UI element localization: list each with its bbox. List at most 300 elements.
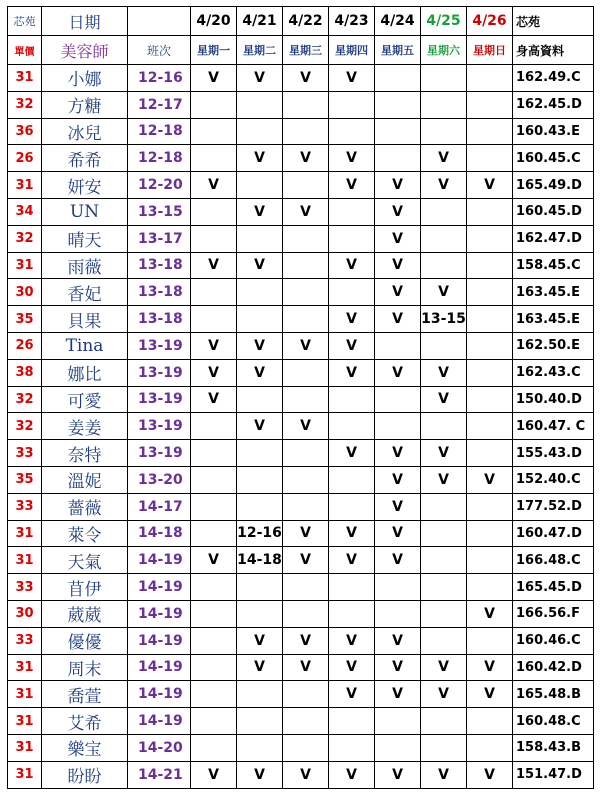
shift-cell: 13-19 (128, 413, 191, 440)
availability-cell: V (421, 440, 467, 467)
availability-cell (283, 386, 329, 413)
shift-cell: 13-20 (128, 466, 191, 493)
table-row (8, 627, 594, 654)
beautician-name: 雨薇 (42, 252, 128, 279)
availability-cell: V (375, 252, 421, 279)
availability-cell (467, 440, 513, 467)
availability-cell (467, 252, 513, 279)
table-row (8, 306, 594, 333)
beautician-name: 艾希 (42, 708, 128, 735)
price-cell: 32 (8, 413, 42, 440)
shift-cell: 12-18 (128, 118, 191, 145)
availability-cell (191, 654, 237, 681)
availability-cell (329, 574, 375, 601)
date-header-sunday: 4/26 (467, 7, 513, 36)
availability-cell (421, 91, 467, 118)
availability-cell: V (283, 520, 329, 547)
date-header: 4/21 (237, 7, 283, 36)
shift-cell: 13-19 (128, 332, 191, 359)
availability-cell (237, 118, 283, 145)
availability-cell: 12-16 (237, 520, 283, 547)
availability-cell: V (237, 332, 283, 359)
availability-cell: V (421, 761, 467, 788)
availability-cell (191, 520, 237, 547)
availability-cell: 14-18 (237, 547, 283, 574)
availability-cell (421, 547, 467, 574)
availability-cell: V (421, 145, 467, 172)
availability-cell (375, 91, 421, 118)
schedule-sheet (7, 6, 593, 789)
availability-cell (237, 440, 283, 467)
shift-cell: 13-17 (128, 225, 191, 252)
price-cell: 33 (8, 440, 42, 467)
availability-cell (191, 118, 237, 145)
table-row (8, 413, 594, 440)
availability-cell: V (237, 359, 283, 386)
availability-cell (191, 627, 237, 654)
availability-cell (191, 279, 237, 306)
profile-cell: 160.47. C (513, 413, 594, 440)
profile-cell: 152.40.C (513, 466, 594, 493)
price-cell: 34 (8, 198, 42, 225)
availability-cell: V (329, 65, 375, 92)
beautician-name: 樂宝 (42, 734, 128, 761)
availability-cell: V (467, 466, 513, 493)
availability-cell (467, 708, 513, 735)
availability-cell: V (375, 547, 421, 574)
availability-cell (375, 332, 421, 359)
availability-cell (421, 493, 467, 520)
availability-cell: V (329, 547, 375, 574)
beautician-name: 希希 (42, 145, 128, 172)
availability-cell: 13-15 (421, 306, 467, 333)
date-header: 4/24 (375, 7, 421, 36)
profile-label: 身高資料 (513, 36, 594, 65)
weekday-header-sunday: 星期日 (467, 36, 513, 65)
profile-cell: 160.48.C (513, 708, 594, 735)
price-cell: 31 (8, 172, 42, 199)
availability-cell: V (283, 761, 329, 788)
table-row (8, 708, 594, 735)
availability-cell: V (329, 761, 375, 788)
availability-cell: V (375, 359, 421, 386)
beautician-name: 妍安 (42, 172, 128, 199)
table-row (8, 493, 594, 520)
price-cell: 31 (8, 654, 42, 681)
brand-label: 芯苑 (8, 7, 42, 36)
availability-cell: V (329, 172, 375, 199)
beautician-name: 萊令 (42, 520, 128, 547)
availability-cell: V (329, 627, 375, 654)
beautician-name: UN (42, 198, 128, 225)
availability-cell (375, 145, 421, 172)
availability-cell (329, 386, 375, 413)
availability-cell: V (375, 627, 421, 654)
shift-cell: 14-17 (128, 493, 191, 520)
profile-cell: 166.48.C (513, 547, 594, 574)
availability-cell: V (375, 466, 421, 493)
price-cell: 32 (8, 386, 42, 413)
profile-cell: 158.45.C (513, 252, 594, 279)
beautician-name: 葳葳 (42, 600, 128, 627)
availability-cell: V (237, 413, 283, 440)
profile-cell: 162.49.C (513, 65, 594, 92)
availability-cell (191, 734, 237, 761)
date-header-saturday: 4/25 (421, 7, 467, 36)
availability-cell (375, 413, 421, 440)
profile-cell: 166.56.F (513, 600, 594, 627)
availability-cell (283, 574, 329, 601)
price-cell: 31 (8, 708, 42, 735)
availability-cell (467, 306, 513, 333)
profile-cell: 160.43.E (513, 118, 594, 145)
beautician-name: Tina (42, 332, 128, 359)
date-label: 日期 (42, 7, 128, 36)
table-row (8, 198, 594, 225)
availability-cell (283, 493, 329, 520)
availability-cell (237, 600, 283, 627)
table-row (8, 172, 594, 199)
availability-cell: V (237, 145, 283, 172)
availability-cell: V (237, 198, 283, 225)
availability-cell (421, 574, 467, 601)
table-row (8, 761, 594, 788)
availability-cell (467, 332, 513, 359)
schedule-table (7, 6, 594, 789)
header-row-dates (8, 7, 594, 36)
availability-cell: V (467, 681, 513, 708)
availability-cell: V (191, 547, 237, 574)
price-label: 單價 (8, 36, 42, 65)
price-cell: 31 (8, 734, 42, 761)
availability-cell: V (421, 172, 467, 199)
price-cell: 31 (8, 681, 42, 708)
availability-cell: V (329, 359, 375, 386)
profile-cell: 163.45.E (513, 306, 594, 333)
profile-cell: 160.47.D (513, 520, 594, 547)
price-cell: 31 (8, 520, 42, 547)
availability-cell (191, 466, 237, 493)
availability-cell (283, 708, 329, 735)
header-row-labels (8, 36, 594, 65)
beautician-name: 晴天 (42, 225, 128, 252)
availability-cell (237, 172, 283, 199)
table-row (8, 359, 594, 386)
availability-cell: V (329, 654, 375, 681)
availability-cell (191, 306, 237, 333)
profile-cell: 162.45.D (513, 91, 594, 118)
availability-cell (329, 493, 375, 520)
availability-cell (283, 466, 329, 493)
availability-cell: V (375, 761, 421, 788)
availability-cell (467, 279, 513, 306)
availability-cell (191, 225, 237, 252)
price-cell: 38 (8, 359, 42, 386)
availability-cell (467, 413, 513, 440)
availability-cell (237, 279, 283, 306)
shift-cell: 14-19 (128, 547, 191, 574)
date-header: 4/22 (283, 7, 329, 36)
availability-cell (237, 681, 283, 708)
price-cell: 33 (8, 493, 42, 520)
availability-cell: V (237, 761, 283, 788)
availability-cell (283, 440, 329, 467)
profile-cell: 155.43.D (513, 440, 594, 467)
availability-cell: V (283, 332, 329, 359)
shift-cell: 14-21 (128, 761, 191, 788)
availability-cell (283, 681, 329, 708)
shift-cell: 14-19 (128, 708, 191, 735)
beautician-name: 娜比 (42, 359, 128, 386)
availability-cell (421, 118, 467, 145)
profile-cell: 163.45.E (513, 279, 594, 306)
beautician-name: 可愛 (42, 386, 128, 413)
shift-cell: 14-19 (128, 627, 191, 654)
profile-cell: 177.52.D (513, 493, 594, 520)
shift-cell: 13-19 (128, 359, 191, 386)
availability-cell: V (283, 145, 329, 172)
availability-cell (329, 225, 375, 252)
beautician-name: 盼盼 (42, 761, 128, 788)
availability-cell (467, 520, 513, 547)
beautician-name: 優優 (42, 627, 128, 654)
availability-cell: V (191, 761, 237, 788)
availability-cell: V (467, 172, 513, 199)
beautician-name: 喬萱 (42, 681, 128, 708)
availability-cell: V (375, 440, 421, 467)
availability-cell: V (329, 520, 375, 547)
availability-cell (191, 493, 237, 520)
availability-cell (191, 440, 237, 467)
table-row (8, 65, 594, 92)
beautician-label: 美容師 (42, 36, 128, 65)
availability-cell (329, 466, 375, 493)
table-row (8, 252, 594, 279)
availability-cell: V (421, 359, 467, 386)
availability-cell (237, 574, 283, 601)
availability-cell (467, 225, 513, 252)
availability-cell (467, 493, 513, 520)
availability-cell (467, 198, 513, 225)
availability-cell (237, 466, 283, 493)
beautician-name: 奈特 (42, 440, 128, 467)
shift-label: 班次 (128, 36, 191, 65)
profile-cell: 150.40.D (513, 386, 594, 413)
profile-cell: 160.46.C (513, 627, 594, 654)
price-cell: 30 (8, 600, 42, 627)
beautician-name: 天氣 (42, 547, 128, 574)
price-cell: 30 (8, 279, 42, 306)
availability-cell (191, 574, 237, 601)
table-row (8, 466, 594, 493)
availability-cell (283, 225, 329, 252)
shift-cell: 13-19 (128, 440, 191, 467)
shift-cell: 12-18 (128, 145, 191, 172)
beautician-name: 周末 (42, 654, 128, 681)
availability-cell: V (421, 466, 467, 493)
availability-cell (421, 225, 467, 252)
availability-cell: V (191, 386, 237, 413)
availability-cell: V (421, 654, 467, 681)
shift-cell: 12-20 (128, 172, 191, 199)
table-row (8, 386, 594, 413)
availability-cell (467, 547, 513, 574)
availability-cell (329, 734, 375, 761)
availability-cell (467, 734, 513, 761)
price-cell: 35 (8, 306, 42, 333)
availability-cell: V (191, 65, 237, 92)
weekday-header: 星期三 (283, 36, 329, 65)
availability-cell: V (375, 520, 421, 547)
availability-cell (283, 118, 329, 145)
profile-cell: 162.43.C (513, 359, 594, 386)
availability-cell (421, 627, 467, 654)
availability-cell (191, 91, 237, 118)
shift-cell: 13-19 (128, 386, 191, 413)
price-cell: 31 (8, 547, 42, 574)
beautician-name: 苜伊 (42, 574, 128, 601)
availability-cell (421, 252, 467, 279)
availability-cell: V (421, 386, 467, 413)
availability-cell: V (283, 198, 329, 225)
beautician-name: 薔薇 (42, 493, 128, 520)
availability-cell: V (329, 306, 375, 333)
availability-cell (329, 118, 375, 145)
profile-cell: 160.45.D (513, 198, 594, 225)
availability-cell: V (283, 654, 329, 681)
date-header: 4/20 (191, 7, 237, 36)
profile-cell: 158.43.B (513, 734, 594, 761)
brand-label-right: 芯苑 (513, 7, 594, 36)
shift-cell: 13-15 (128, 198, 191, 225)
table-row (8, 279, 594, 306)
availability-cell (421, 708, 467, 735)
availability-cell (329, 600, 375, 627)
availability-cell (421, 65, 467, 92)
availability-cell: V (283, 627, 329, 654)
table-row (8, 332, 594, 359)
availability-cell (237, 91, 283, 118)
availability-cell (421, 198, 467, 225)
availability-cell (191, 708, 237, 735)
weekday-header-saturday: 星期六 (421, 36, 467, 65)
profile-cell: 162.50.E (513, 332, 594, 359)
availability-cell (329, 413, 375, 440)
availability-cell (191, 413, 237, 440)
availability-cell (283, 306, 329, 333)
availability-cell (283, 91, 329, 118)
table-row (8, 145, 594, 172)
empty-header-cell (128, 7, 191, 36)
price-cell: 35 (8, 466, 42, 493)
price-cell: 32 (8, 225, 42, 252)
weekday-header: 星期一 (191, 36, 237, 65)
price-cell: 26 (8, 332, 42, 359)
availability-cell: V (283, 65, 329, 92)
table-row (8, 681, 594, 708)
availability-cell: V (375, 654, 421, 681)
availability-cell: V (375, 225, 421, 252)
availability-cell: V (375, 172, 421, 199)
availability-cell: V (329, 145, 375, 172)
availability-cell: V (329, 440, 375, 467)
availability-cell: V (237, 627, 283, 654)
availability-cell (375, 65, 421, 92)
shift-cell: 14-19 (128, 574, 191, 601)
beautician-name: 溫妮 (42, 466, 128, 493)
table-row (8, 118, 594, 145)
beautician-name: 小娜 (42, 65, 128, 92)
availability-cell (237, 306, 283, 333)
availability-cell: V (237, 252, 283, 279)
availability-cell: V (283, 547, 329, 574)
shift-cell: 13-18 (128, 279, 191, 306)
availability-cell (467, 91, 513, 118)
availability-cell: V (329, 681, 375, 708)
availability-cell: V (329, 332, 375, 359)
beautician-name: 方糖 (42, 91, 128, 118)
availability-cell (237, 734, 283, 761)
table-row (8, 520, 594, 547)
profile-cell: 162.47.D (513, 225, 594, 252)
availability-cell (467, 386, 513, 413)
availability-cell (421, 520, 467, 547)
beautician-name: 香妃 (42, 279, 128, 306)
availability-cell (283, 359, 329, 386)
shift-cell: 12-17 (128, 91, 191, 118)
availability-cell (191, 145, 237, 172)
availability-cell (421, 600, 467, 627)
table-row (8, 734, 594, 761)
availability-cell (421, 413, 467, 440)
availability-cell: V (467, 761, 513, 788)
availability-cell: V (191, 252, 237, 279)
shift-cell: 14-19 (128, 654, 191, 681)
availability-cell (421, 734, 467, 761)
availability-cell: V (421, 681, 467, 708)
availability-cell (329, 91, 375, 118)
beautician-name: 冰兒 (42, 118, 128, 145)
table-row (8, 440, 594, 467)
availability-cell (237, 386, 283, 413)
price-cell: 26 (8, 145, 42, 172)
shift-cell: 13-18 (128, 252, 191, 279)
availability-cell (375, 574, 421, 601)
availability-cell (467, 65, 513, 92)
availability-cell (283, 172, 329, 199)
availability-cell: V (237, 65, 283, 92)
availability-cell (237, 225, 283, 252)
availability-cell (375, 734, 421, 761)
table-row (8, 574, 594, 601)
availability-cell: V (283, 413, 329, 440)
schedule-body (8, 65, 594, 789)
availability-cell: V (375, 306, 421, 333)
weekday-header: 星期五 (375, 36, 421, 65)
price-cell: 33 (8, 574, 42, 601)
availability-cell (237, 708, 283, 735)
beautician-name: 姜姜 (42, 413, 128, 440)
availability-cell (467, 574, 513, 601)
weekday-header: 星期二 (237, 36, 283, 65)
availability-cell (467, 359, 513, 386)
shift-cell: 14-18 (128, 520, 191, 547)
shift-cell: 14-20 (128, 734, 191, 761)
availability-cell: V (467, 600, 513, 627)
profile-cell: 165.49.D (513, 172, 594, 199)
price-cell: 31 (8, 761, 42, 788)
profile-cell: 160.42.D (513, 654, 594, 681)
